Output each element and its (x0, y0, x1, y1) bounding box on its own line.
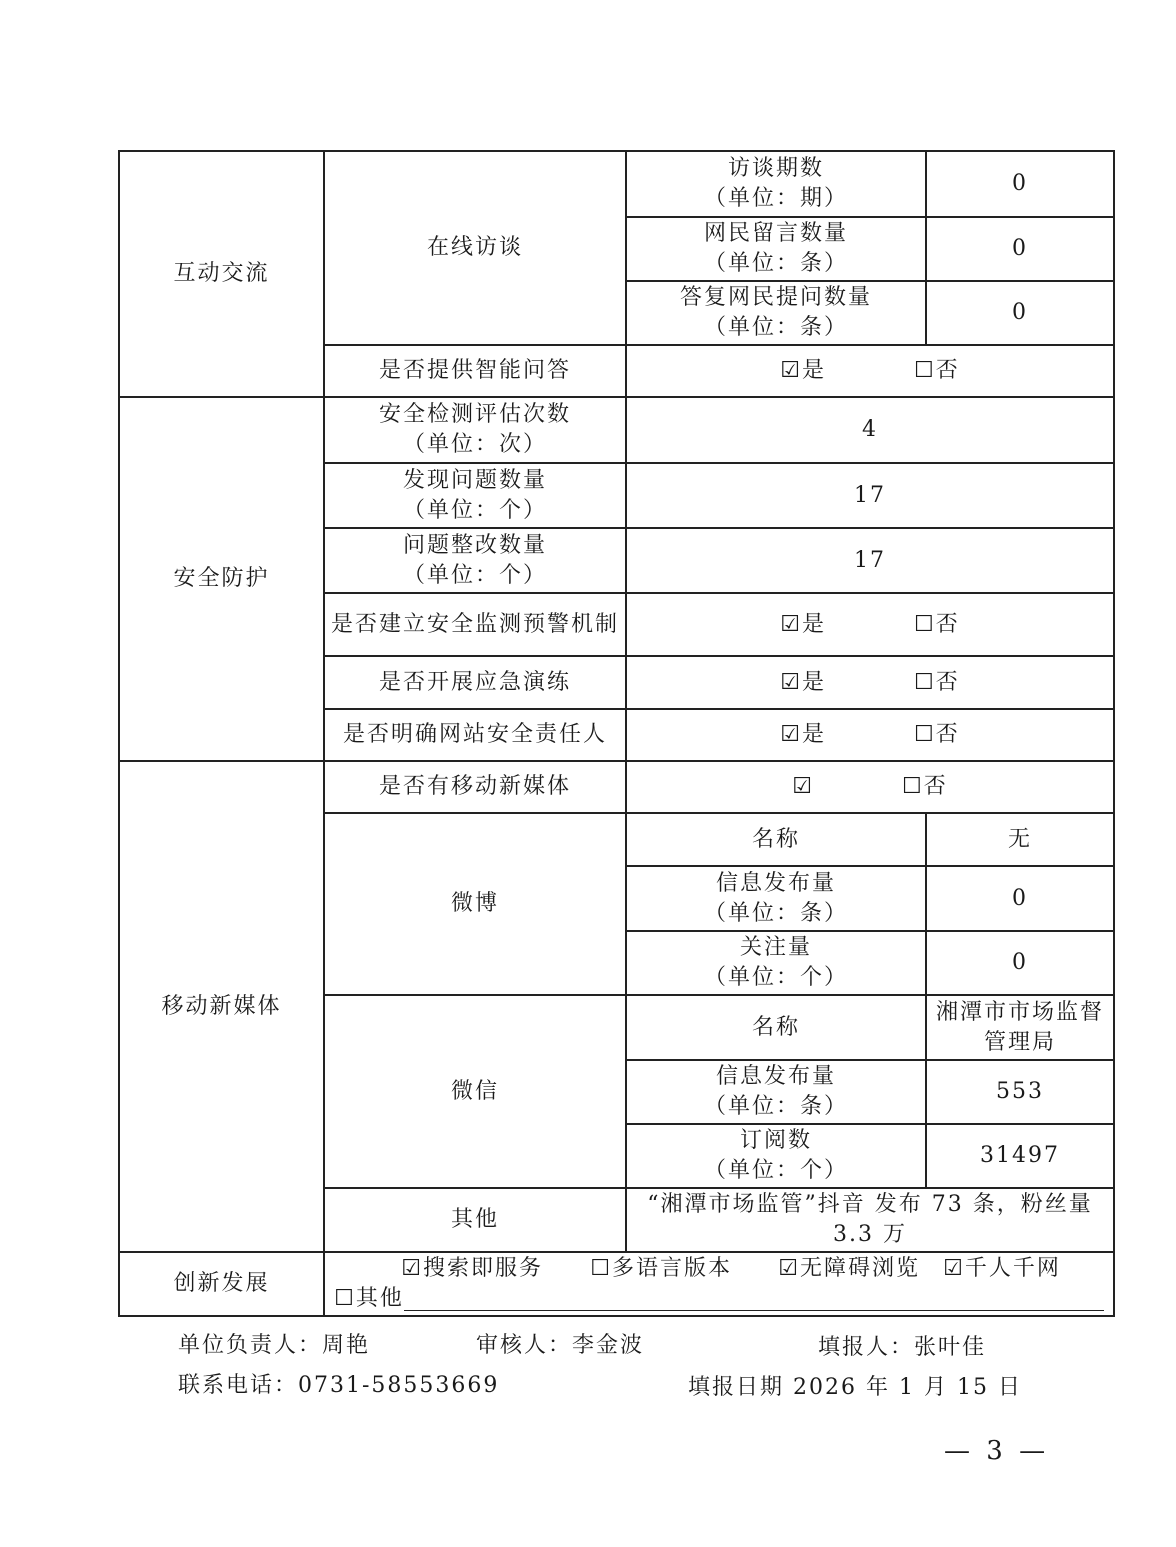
category-security: 安全防护 (119, 397, 324, 761)
wechat-label: 微信 (324, 995, 626, 1188)
has-media-no-checkbox[interactable]: ☐否 (902, 774, 948, 799)
page-number: — 3 — (944, 1436, 1050, 1466)
replies-value: 0 (926, 281, 1114, 345)
search-service-checkbox[interactable]: ☑搜索即服务 (401, 1256, 543, 1281)
accessible-checkbox[interactable]: ☑无障碍浏览 (778, 1256, 920, 1281)
filler: 填报人：张叶佳 (818, 1335, 987, 1360)
report-table (118, 150, 1115, 1317)
replies-label: 答复网民提问数量 （单位：条） (626, 281, 926, 345)
reviewer: 审核人：李金波 (476, 1333, 645, 1358)
weibo-name-value: 无 (926, 813, 1114, 866)
other-media-value: “湘潭市场监管”抖音 发布 73 条，粉丝量 3.3 万 (626, 1188, 1114, 1252)
weibo-name-label: 名称 (626, 813, 926, 866)
warning-yes-checkbox[interactable]: ☑是 (780, 611, 826, 637)
drill-label: 是否开展应急演练 (324, 656, 626, 709)
fixed-value: 17 (626, 528, 1114, 593)
weibo-followers-label: 关注量 （单位：个） (626, 931, 926, 995)
smart-qa-yes-checkbox[interactable]: ☑是 (780, 358, 826, 383)
wechat-name-value: 湘潭市市场监督管理局 (926, 995, 1114, 1060)
weibo-label: 微博 (324, 813, 626, 995)
has-media-yes-checkbox[interactable]: ☑ (792, 774, 814, 799)
problems-label: 发现问题数量 （单位：个） (324, 463, 626, 528)
interview-count-value: 0 (926, 151, 1114, 217)
wechat-name-label: 名称 (626, 995, 926, 1060)
fixed-label: 问题整改数量 （单位：个） (324, 528, 626, 593)
weibo-posts-value: 0 (926, 866, 1114, 931)
owner-label: 是否明确网站安全责任人 (324, 709, 626, 761)
contact-phone: 联系电话：0731-58553669 (178, 1373, 500, 1398)
messages-value: 0 (926, 217, 1114, 281)
smart-qa-label: 是否提供智能问答 (324, 345, 626, 397)
category-interactive: 互动交流 (119, 151, 324, 397)
warning-options (626, 593, 1114, 656)
other-media-label: 其他 (324, 1188, 626, 1252)
category-media: 移动新媒体 (119, 761, 324, 1252)
report-date: 填报日期 2026 年 1 月 15 日 (688, 1375, 1022, 1400)
problems-value: 17 (626, 463, 1114, 528)
security-checks-label: 安全检测评估次数 （单位：次） (324, 397, 626, 463)
multilang-checkbox[interactable]: ☐多语言版本 (590, 1256, 732, 1281)
owner-no-checkbox[interactable]: ☐否 (914, 722, 960, 747)
smart-qa-options (626, 345, 1114, 397)
smart-qa-no-checkbox[interactable]: ☐否 (914, 358, 960, 383)
online-interview-label: 在线访谈 (324, 151, 626, 345)
weibo-posts-label: 信息发布量 （单位：条） (626, 866, 926, 931)
owner-yes-checkbox[interactable]: ☑是 (780, 722, 826, 747)
messages-label: 网民留言数量 （单位：条） (626, 217, 926, 281)
interview-count-label: 访谈期数 （单位：期） (626, 151, 926, 217)
warning-no-checkbox[interactable]: ☐否 (914, 611, 960, 637)
owner-options (626, 709, 1114, 761)
unit-head: 单位负责人：周艳 (178, 1333, 371, 1358)
has-media-label: 是否有移动新媒体 (324, 761, 626, 813)
security-checks-value: 4 (626, 397, 1114, 463)
has-media-options (626, 761, 1114, 813)
other-underline[interactable] (404, 1288, 1104, 1311)
personalized-checkbox[interactable]: ☑千人千网 (943, 1256, 1061, 1281)
wechat-posts-label: 信息发布量 （单位：条） (626, 1060, 926, 1124)
weibo-followers-value: 0 (926, 931, 1114, 995)
category-innovation: 创新发展 (119, 1252, 324, 1316)
warning-label: 是否建立安全监测预警机制 (324, 593, 626, 656)
wechat-subscribers-label: 订阅数 （单位：个） (626, 1124, 926, 1188)
drill-yes-checkbox[interactable]: ☑是 (780, 669, 826, 695)
wechat-subscribers-value: 31497 (926, 1124, 1114, 1188)
drill-no-checkbox[interactable]: ☐否 (914, 669, 960, 695)
drill-options (626, 656, 1114, 709)
other-checkbox[interactable]: ☐其他 (334, 1286, 404, 1311)
wechat-posts-value: 553 (926, 1060, 1114, 1124)
innovation-options (324, 1252, 1114, 1316)
